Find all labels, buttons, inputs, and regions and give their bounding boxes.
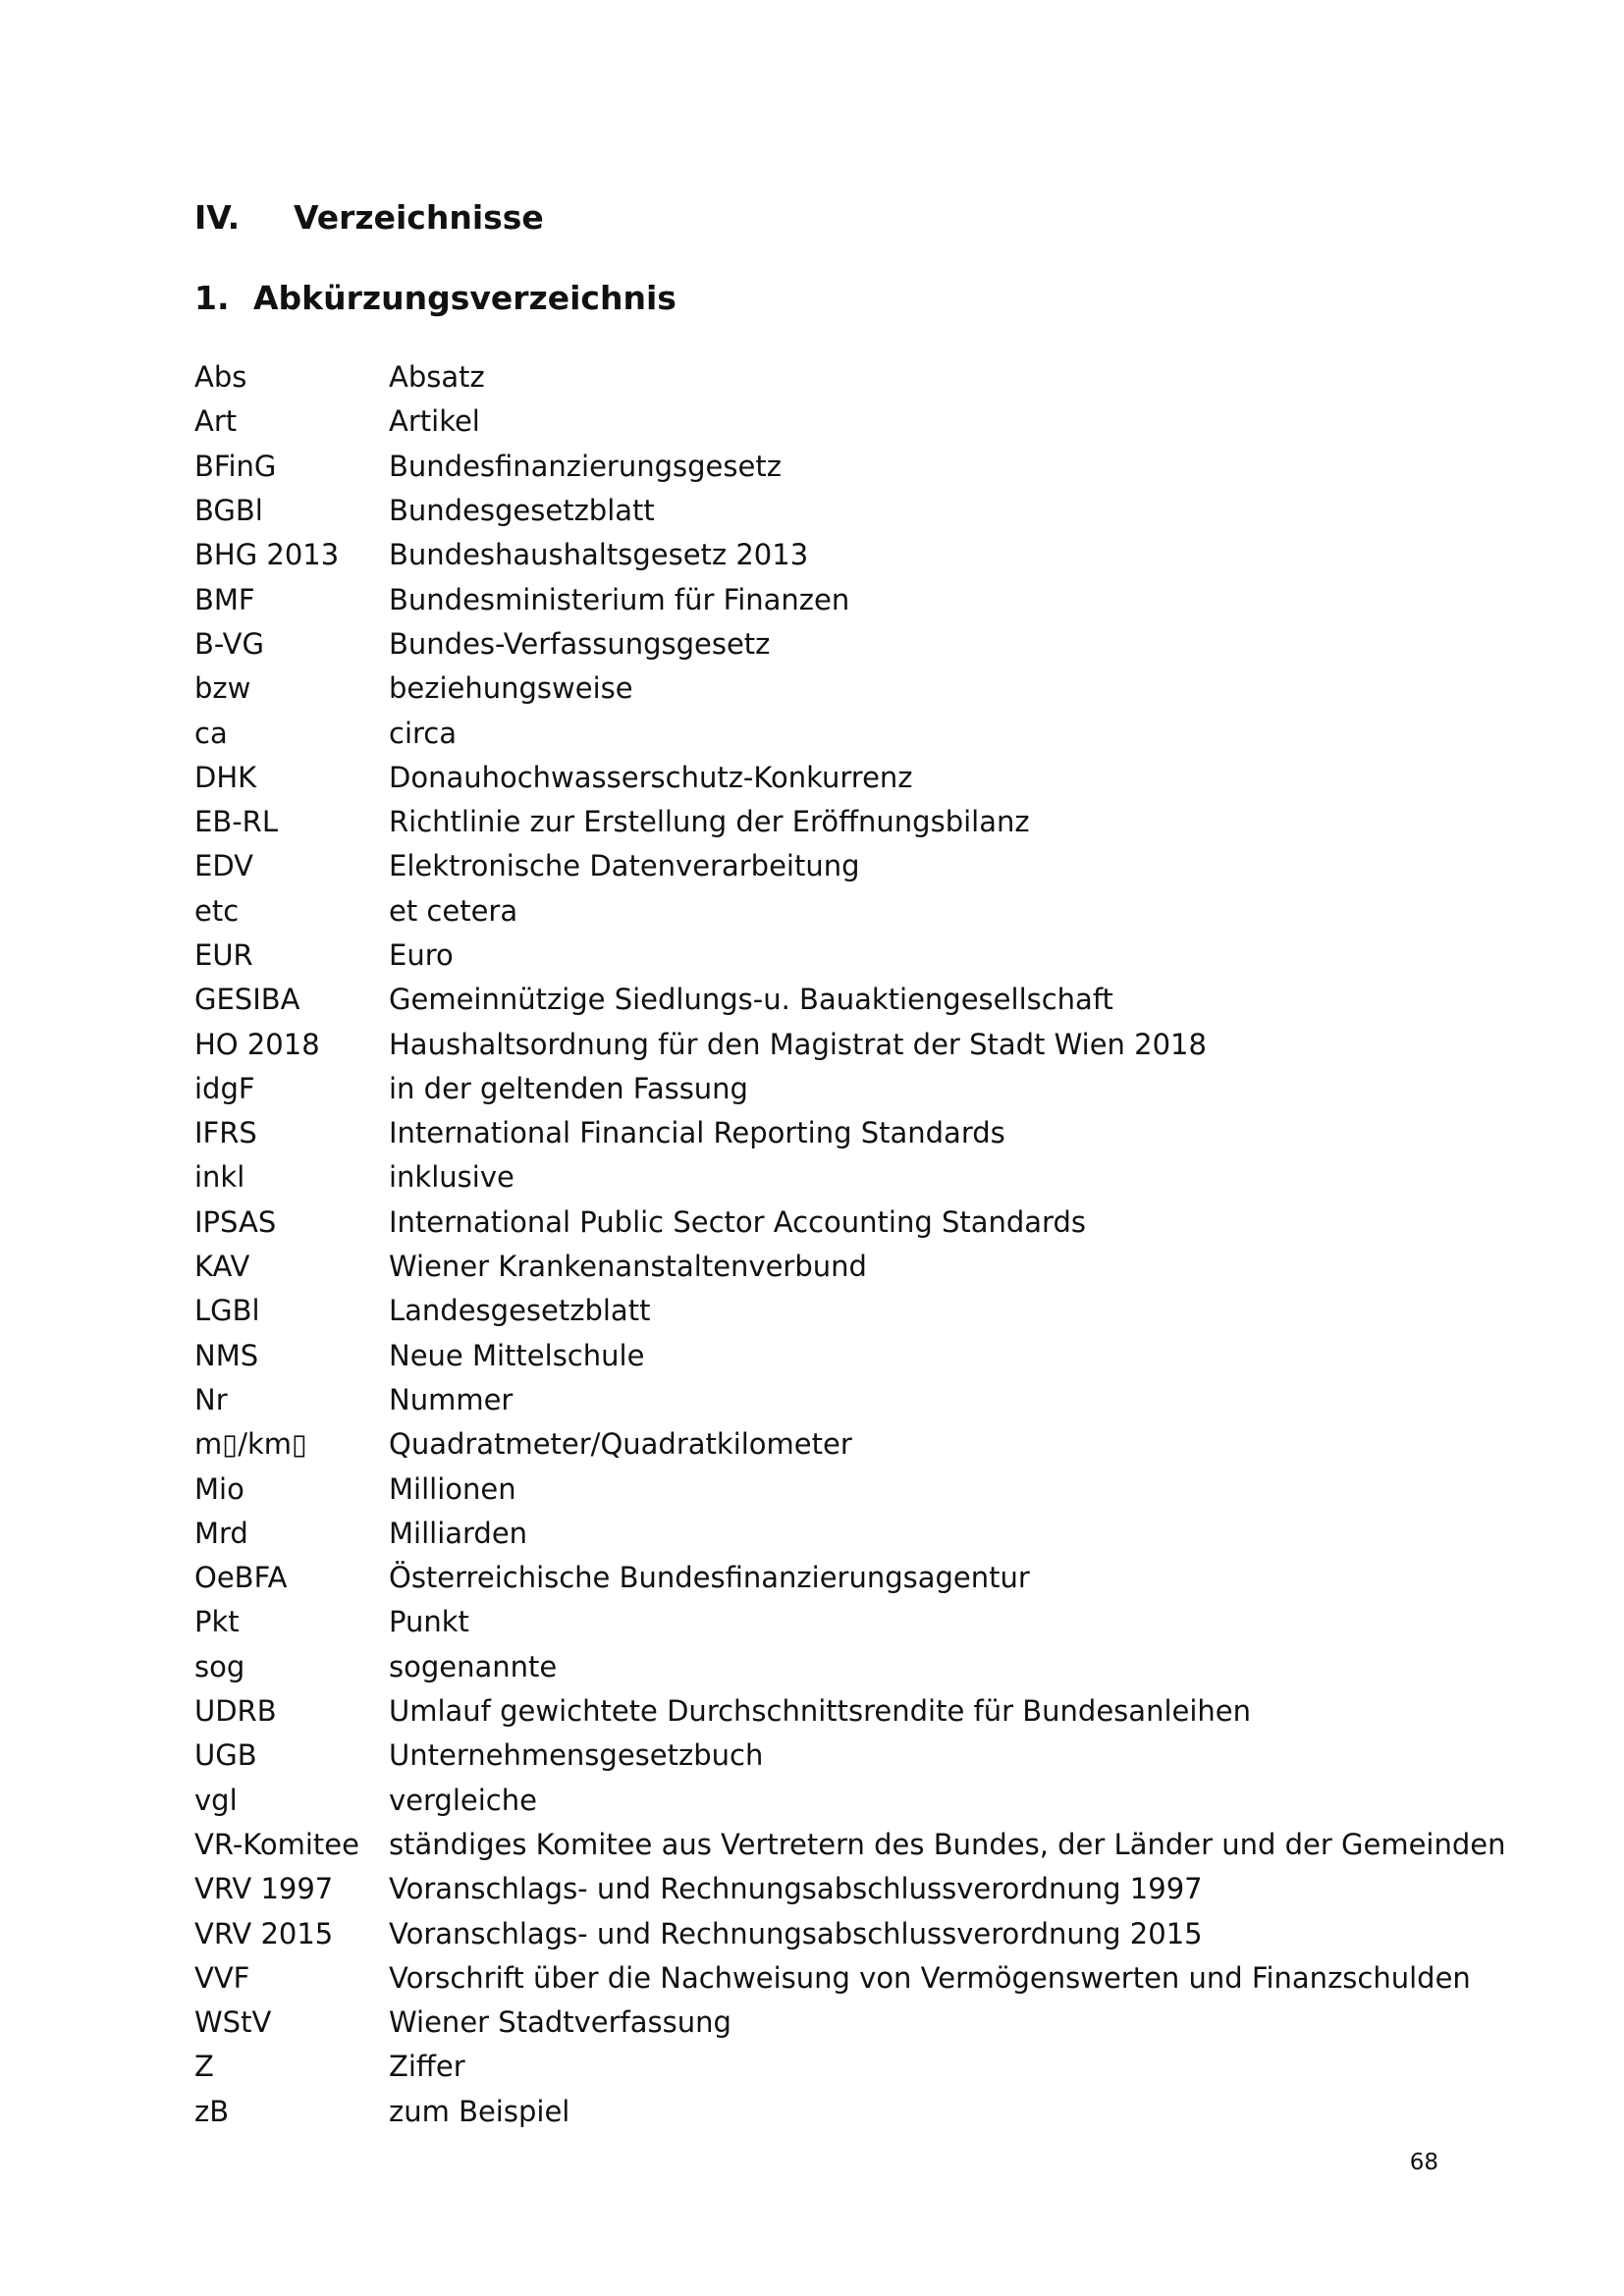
abbreviation-definition: in der geltenden Fassung	[389, 1071, 748, 1105]
abbreviation-definition: Milliarden	[389, 1516, 528, 1550]
abbreviation-definition: vergleiche	[389, 1783, 537, 1817]
abbreviation-definition: Voranschlags- und Rechnungsabschlussverordnung 2015	[389, 1916, 1203, 1950]
abbreviation-row	[194, 533, 1451, 577]
abbreviation-definition: ständiges Komitee aus Vertretern des Bundes, der Länder und der Gemeinden	[389, 1827, 1506, 1861]
abbreviation-definition: et cetera	[389, 893, 518, 928]
abbreviation-row	[194, 978, 1451, 1022]
abbreviation-term: VRV 2015	[194, 1916, 334, 1950]
abbreviation-definition: sogenannte	[389, 1649, 558, 1683]
abbreviation-definition: Bundesfinanzierungsgesetz	[389, 449, 782, 483]
abbreviation-term: vgl	[194, 1783, 238, 1817]
abbreviation-definition: Richtlinie zur Erstellung der Eröffnungsbilanz	[389, 805, 1030, 839]
abbreviation-term: BHG 2013	[194, 538, 340, 572]
abbreviation-row	[194, 800, 1451, 844]
abbreviation-row	[194, 1378, 1451, 1422]
abbreviation-definition: Donauhochwasserschutz-Konkurrenz	[389, 760, 913, 794]
abbreviation-row	[194, 1779, 1451, 1823]
section-heading	[194, 275, 677, 322]
abbreviation-term: BGBl	[194, 494, 263, 528]
abbreviation-term: BFinG	[194, 449, 277, 483]
abbreviation-row	[194, 1911, 1451, 1955]
abbreviation-row	[194, 355, 1451, 400]
abbreviation-definition: circa	[389, 716, 458, 750]
abbreviation-term: inkl	[194, 1160, 245, 1195]
abbreviation-row	[194, 1111, 1451, 1155]
abbreviation-definition: Artikel	[389, 404, 480, 439]
abbreviation-row	[194, 1334, 1451, 1378]
abbreviation-definition: International Public Sector Accounting Standards	[389, 1204, 1086, 1239]
abbreviation-term: Pkt	[194, 1605, 240, 1639]
abbreviation-row	[194, 844, 1451, 888]
abbreviation-term: EB-RL	[194, 805, 278, 839]
abbreviation-definition: Haushaltsordnung für den Magistrat der Stadt Wien 2018	[389, 1027, 1207, 1061]
abbreviation-term: OeBFA	[194, 1561, 288, 1595]
abbreviation-term: EDV	[194, 849, 253, 883]
abbreviation-term: HO 2018	[194, 1027, 320, 1061]
abbreviation-definition: Wiener Stadtverfassung	[389, 2005, 731, 2040]
abbreviation-row	[194, 2090, 1451, 2134]
abbreviation-definition: Unternehmensgesetzbuch	[389, 1738, 764, 1773]
section-number: 1.	[194, 279, 230, 317]
abbreviation-row	[194, 1067, 1451, 1111]
abbreviation-row	[194, 489, 1451, 533]
abbreviation-term: Abs	[194, 360, 247, 395]
abbreviation-term: Art	[194, 404, 238, 439]
abbreviation-definition: Bundesministerium für Finanzen	[389, 582, 850, 616]
abbreviation-row	[194, 1467, 1451, 1511]
abbreviation-term: NMS	[194, 1338, 259, 1372]
abbreviation-row	[194, 1956, 1471, 2001]
abbreviation-definition: Voranschlags- und Rechnungsabschlussverordnung 1997	[389, 1872, 1203, 1906]
abbreviation-definition: Bundes-Verfassungsgesetz	[389, 626, 771, 661]
abbreviation-row	[194, 1512, 1451, 1556]
abbreviation-row	[194, 1201, 1451, 1245]
abbreviation-definition: beziehungsweise	[389, 671, 633, 706]
abbreviation-definition: Ziffer	[389, 2050, 465, 2084]
abbreviation-row	[194, 2001, 1451, 2045]
abbreviation-row	[194, 400, 1451, 444]
abbreviation-term: VR-Komitee	[194, 1827, 359, 1861]
abbreviation-term: IFRS	[194, 1116, 257, 1150]
abbreviation-term: zB	[194, 2094, 230, 2128]
chapter-heading	[194, 194, 544, 241]
abbreviation-definition: Quadratmeter/Quadratkilometer	[389, 1427, 852, 1462]
abbreviation-row	[194, 1823, 1506, 1867]
abbreviation-row	[194, 1155, 1451, 1200]
abbreviation-term: BMF	[194, 582, 255, 616]
abbreviation-term: KAV	[194, 1250, 250, 1284]
abbreviation-definition: Millionen	[389, 1471, 516, 1506]
abbreviation-definition: Elektronische Datenverarbeitung	[389, 849, 860, 883]
page-number: 68	[1409, 2150, 1438, 2175]
abbreviation-term: LGBl	[194, 1294, 260, 1328]
abbreviation-term: idgF	[194, 1071, 255, 1105]
abbreviation-row	[194, 445, 1451, 489]
chapter-number: IV.	[194, 198, 241, 237]
abbreviation-definition: inklusive	[389, 1160, 514, 1195]
abbreviation-row	[194, 934, 1451, 978]
abbreviation-row	[194, 1867, 1451, 1911]
chapter-title: Verzeichnisse	[294, 198, 544, 237]
abbreviation-term: UGB	[194, 1738, 257, 1773]
abbreviation-row	[194, 1689, 1451, 1734]
abbreviation-definition: Punkt	[389, 1605, 469, 1639]
abbreviation-term: Nr	[194, 1382, 228, 1416]
abbreviation-term: Mrd	[194, 1516, 248, 1550]
abbreviation-definition: Österreichische Bundesfinanzierungsagentur	[389, 1561, 1030, 1595]
abbreviation-row	[194, 889, 1451, 934]
abbreviation-row	[194, 1022, 1451, 1066]
abbreviation-row	[194, 1556, 1451, 1600]
abbreviation-definition: Wiener Krankenanstaltenverbund	[389, 1250, 867, 1284]
abbreviation-definition: Neue Mittelschule	[389, 1338, 645, 1372]
abbreviation-definition: Landesgesetzblatt	[389, 1294, 651, 1328]
section-title: Abkürzungsverzeichnis	[253, 279, 677, 317]
abbreviation-term: IPSAS	[194, 1204, 277, 1239]
abbreviation-definition: Gemeinnützige Siedlungs-u. Bauaktiengesellschaft	[389, 983, 1113, 1017]
abbreviation-row	[194, 1600, 1451, 1644]
abbreviation-row	[194, 711, 1451, 755]
abbreviation-definition: Umlauf gewichtete Durchschnittsrendite für Bundesanleihen	[389, 1694, 1252, 1729]
abbreviation-definition: Bundesgesetzblatt	[389, 494, 655, 528]
abbreviation-term: m▯/km▯	[194, 1427, 307, 1462]
abbreviation-term: UDRB	[194, 1694, 277, 1729]
abbreviation-row	[194, 1734, 1451, 1778]
abbreviation-row	[194, 756, 1451, 800]
abbreviation-term: Mio	[194, 1471, 244, 1506]
abbreviation-row	[194, 1245, 1451, 1289]
abbreviation-row	[194, 1645, 1451, 1689]
abbreviation-definition: Euro	[389, 938, 454, 972]
abbreviation-term: EUR	[194, 938, 253, 972]
abbreviation-definition: Bundeshaushaltsgesetz 2013	[389, 538, 809, 572]
abbreviation-definition: zum Beispiel	[389, 2094, 570, 2128]
abbreviation-term: VVF	[194, 1960, 250, 1995]
abbreviation-term: DHK	[194, 760, 257, 794]
abbreviation-row	[194, 577, 1451, 621]
abbreviation-definition: Vorschrift über die Nachweisung von Vermögenswerten und Finanzschulden	[389, 1960, 1471, 1995]
abbreviation-row	[194, 1422, 1451, 1467]
abbreviation-term: etc	[194, 893, 240, 928]
abbreviation-term: WStV	[194, 2005, 272, 2040]
abbreviation-definition: Absatz	[389, 360, 485, 395]
abbreviation-term: sog	[194, 1649, 245, 1683]
abbreviation-row	[194, 1289, 1451, 1333]
abbreviation-term: Z	[194, 2050, 214, 2084]
abbreviation-term: ca	[194, 716, 228, 750]
abbreviation-term: bzw	[194, 671, 251, 706]
abbreviation-definition: International Financial Reporting Standards	[389, 1116, 1005, 1150]
abbreviation-row	[194, 2045, 1451, 2089]
abbreviation-term: VRV 1997	[194, 1872, 334, 1906]
abbreviation-row	[194, 667, 1451, 711]
abbreviation-definition: Nummer	[389, 1382, 514, 1416]
abbreviation-list	[194, 355, 1506, 2134]
abbreviation-term: GESIBA	[194, 983, 300, 1017]
abbreviation-row	[194, 622, 1451, 667]
abbreviation-term: B-VG	[194, 626, 264, 661]
